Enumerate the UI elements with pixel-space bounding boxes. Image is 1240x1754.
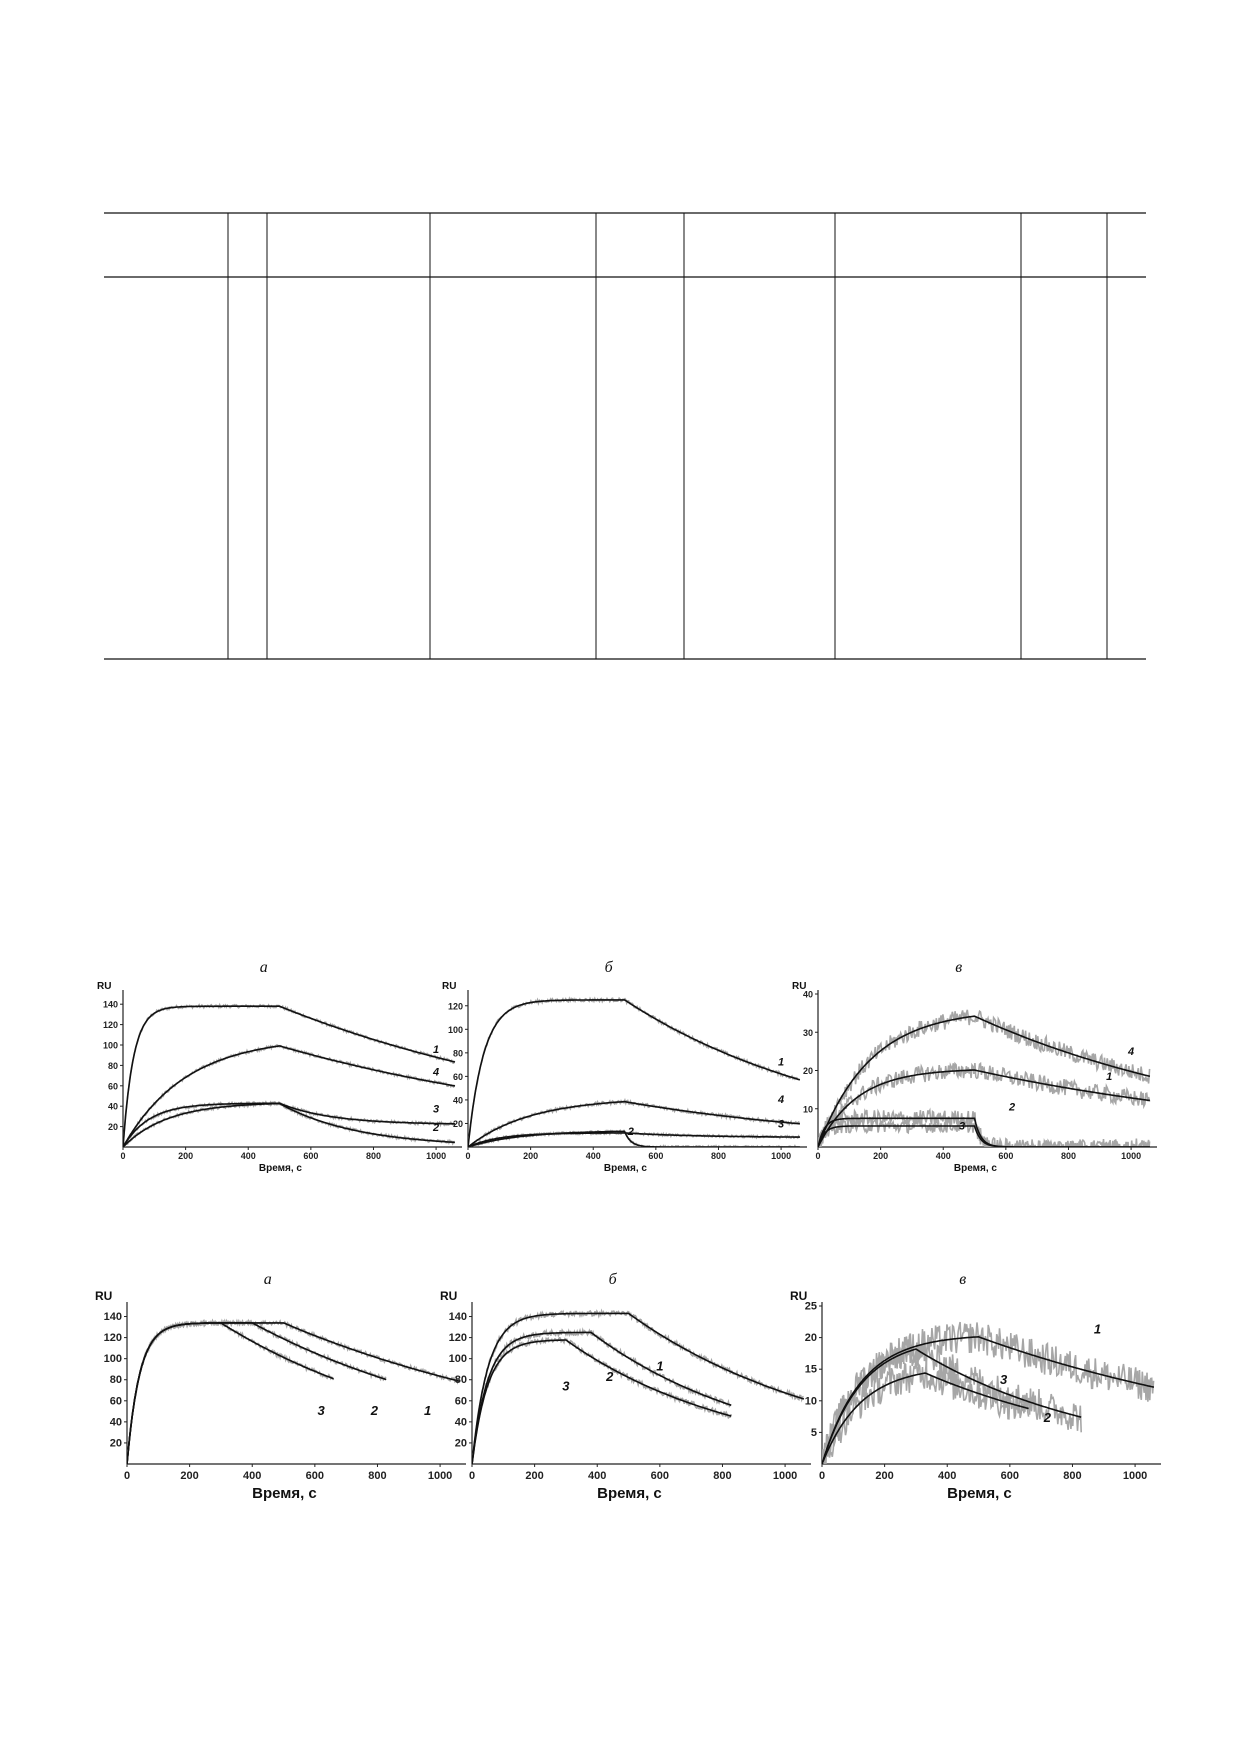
y-tick-label: 120	[448, 1332, 467, 1345]
x-tick-label: 800	[1060, 1151, 1076, 1161]
y-tick-label: 40	[109, 1416, 122, 1429]
y-tick-label: 140	[103, 1311, 122, 1324]
x-tick-label: 600	[998, 1151, 1014, 1161]
y-tick-label: 100	[102, 1040, 118, 1051]
x-tick-label: 600	[1000, 1470, 1020, 1482]
y-tick-label: 15	[804, 1363, 817, 1376]
series-3-fit	[127, 1323, 334, 1464]
x-tick-label: 1000	[771, 1151, 792, 1161]
series-label-2: 2	[1009, 1101, 1016, 1114]
panel-label: в	[955, 959, 963, 976]
series-label-2: 2	[433, 1121, 440, 1134]
y-axis-label: RU	[97, 981, 112, 992]
series-label-1: 1	[778, 1056, 785, 1069]
x-tick-label: 1000	[1121, 1151, 1142, 1161]
chart-svg	[790, 960, 1160, 1175]
x-tick-label: 200	[523, 1151, 539, 1161]
chart-panel-1v	[790, 960, 1160, 1175]
x-tick-label: 400	[243, 1470, 262, 1482]
series-label-2: 2	[606, 1369, 614, 1384]
x-tick-label: 600	[303, 1151, 319, 1161]
x-tick-label: 200	[180, 1470, 199, 1482]
x-tick-label: 1000	[426, 1151, 447, 1161]
series-label-1: 1	[423, 1402, 432, 1418]
series-label-1: 1	[1093, 1321, 1102, 1337]
chart-svg	[440, 1270, 810, 1500]
panel-label: в	[959, 1271, 967, 1288]
y-tick-label: 140	[102, 999, 118, 1010]
series-label-2: 2	[1043, 1410, 1052, 1426]
y-tick-label: 60	[454, 1395, 467, 1408]
table-column-dividers	[228, 213, 1107, 659]
x-axis-label: Время, с	[953, 1163, 998, 1174]
x-tick-label: 1000	[772, 1470, 798, 1482]
x-tick-label: 200	[178, 1151, 194, 1161]
chart-panel-1a	[95, 960, 465, 1175]
x-axis-label: Время, с	[258, 1163, 303, 1174]
panel-label: б	[604, 959, 613, 976]
series-label-4: 4	[433, 1066, 440, 1079]
y-tick-label: 25	[804, 1300, 817, 1313]
series-label-3: 3	[999, 1372, 1008, 1388]
series-2-measured	[127, 1321, 386, 1463]
series-label-4: 4	[778, 1093, 785, 1106]
series-label-3: 3	[778, 1118, 785, 1131]
chart-panel-2b	[440, 1270, 810, 1500]
x-tick-label: 0	[815, 1151, 821, 1161]
series-4-measured	[468, 1100, 800, 1147]
x-tick-label: 400	[588, 1470, 607, 1482]
x-tick-label: 600	[305, 1470, 325, 1482]
series-label-1: 1	[656, 1358, 664, 1374]
y-tick-label: 60	[107, 1081, 118, 1092]
x-tick-label: 400	[585, 1151, 601, 1161]
y-tick-label: 80	[454, 1374, 467, 1387]
y-tick-label: 40	[107, 1101, 118, 1112]
table-frame	[0, 0, 1240, 700]
y-tick-label: 20	[804, 1332, 817, 1345]
y-tick-label: 20	[454, 1437, 467, 1450]
x-tick-label: 1000	[1122, 1470, 1148, 1482]
chart-svg	[440, 960, 810, 1175]
x-tick-label: 0	[465, 1151, 471, 1161]
series-1-measured	[472, 1311, 804, 1467]
x-tick-label: 800	[710, 1151, 726, 1161]
y-tick-label: 40	[452, 1095, 463, 1106]
y-tick-label: 140	[448, 1311, 467, 1324]
y-tick-label: 100	[447, 1024, 463, 1035]
series-label-1: 1	[1106, 1070, 1113, 1083]
y-tick-label: 20	[107, 1122, 118, 1133]
series-3-measured	[822, 1359, 1029, 1469]
series-label-2: 2	[627, 1125, 634, 1138]
y-tick-label: 10	[802, 1104, 813, 1115]
x-tick-label: 1000	[427, 1470, 453, 1482]
y-axis-label: RU	[790, 1289, 808, 1303]
series-1-fit	[818, 1070, 1150, 1147]
series-4-fit	[123, 1046, 455, 1147]
y-tick-label: 120	[102, 1020, 118, 1031]
x-tick-label: 800	[1063, 1470, 1082, 1482]
series-label-3: 3	[433, 1103, 440, 1116]
chart-panel-1b	[440, 960, 810, 1175]
y-tick-label: 30	[802, 1027, 813, 1038]
x-tick-label: 0	[120, 1151, 126, 1161]
x-tick-label: 0	[468, 1470, 476, 1482]
y-axis-label: RU	[442, 981, 457, 992]
series-1-fit	[472, 1313, 804, 1464]
x-tick-label: 800	[365, 1151, 381, 1161]
y-tick-label: 60	[109, 1395, 122, 1408]
chart-svg	[95, 1270, 465, 1500]
y-tick-label: 20	[802, 1066, 813, 1076]
y-tick-label: 120	[103, 1332, 122, 1345]
x-tick-label: 200	[525, 1470, 544, 1482]
y-axis-label: RU	[440, 1289, 458, 1303]
y-axis-label: RU	[95, 1289, 113, 1303]
x-tick-label: 600	[650, 1470, 670, 1482]
y-tick-label: 5	[810, 1426, 817, 1439]
panel-label: а	[259, 959, 268, 976]
series-label-4: 4	[1128, 1046, 1135, 1059]
x-tick-label: 400	[935, 1151, 951, 1161]
series-1-measured	[123, 1005, 455, 1147]
chart-svg	[95, 960, 465, 1175]
x-tick-label: 0	[818, 1470, 826, 1482]
y-tick-label: 80	[107, 1060, 118, 1071]
y-tick-label: 20	[109, 1437, 122, 1450]
chart-panel-2v	[790, 1270, 1160, 1500]
x-tick-label: 600	[648, 1151, 664, 1161]
series-1-fit	[468, 1000, 800, 1147]
y-tick-label: 60	[452, 1071, 463, 1082]
x-tick-label: 400	[938, 1470, 957, 1482]
series-label-3: 3	[317, 1402, 325, 1418]
series-4-fit	[468, 1102, 800, 1147]
y-tick-label: 40	[802, 989, 813, 1000]
x-axis-label: Время, с	[947, 1485, 1012, 1502]
y-tick-label: 120	[447, 1001, 463, 1012]
x-axis-label: Время, с	[603, 1163, 648, 1174]
panel-label: б	[608, 1271, 617, 1288]
x-tick-label: 800	[713, 1470, 732, 1482]
series-label-3: 3	[562, 1378, 570, 1394]
series-4-measured	[123, 1045, 455, 1147]
x-tick-label: 0	[123, 1470, 131, 1482]
y-tick-label: 10	[804, 1395, 817, 1408]
y-tick-label: 100	[103, 1353, 122, 1366]
chart-svg	[790, 1270, 1160, 1500]
x-axis-label: Время, с	[252, 1485, 317, 1502]
x-tick-label: 800	[368, 1470, 387, 1482]
x-tick-label: 200	[875, 1470, 894, 1482]
series-label-1: 1	[433, 1044, 440, 1057]
x-tick-label: 400	[240, 1151, 256, 1161]
chart-panel-2a	[95, 1270, 465, 1500]
series-4-measured	[818, 1010, 1150, 1155]
x-tick-label: 200	[873, 1151, 889, 1161]
series-3-measured	[127, 1321, 334, 1463]
y-tick-label: 40	[454, 1416, 467, 1429]
y-tick-label: 20	[452, 1118, 463, 1129]
series-2-measured	[818, 1110, 1150, 1155]
x-axis-label: Время, с	[597, 1485, 662, 1502]
panel-label: а	[263, 1271, 272, 1288]
y-axis-label: RU	[792, 981, 807, 992]
series-label-2: 2	[370, 1402, 378, 1418]
y-tick-label: 100	[448, 1353, 467, 1366]
series-label-3: 3	[958, 1120, 966, 1133]
y-tick-label: 80	[452, 1048, 463, 1059]
y-tick-label: 80	[109, 1374, 122, 1387]
series-3-fit	[123, 1103, 455, 1147]
